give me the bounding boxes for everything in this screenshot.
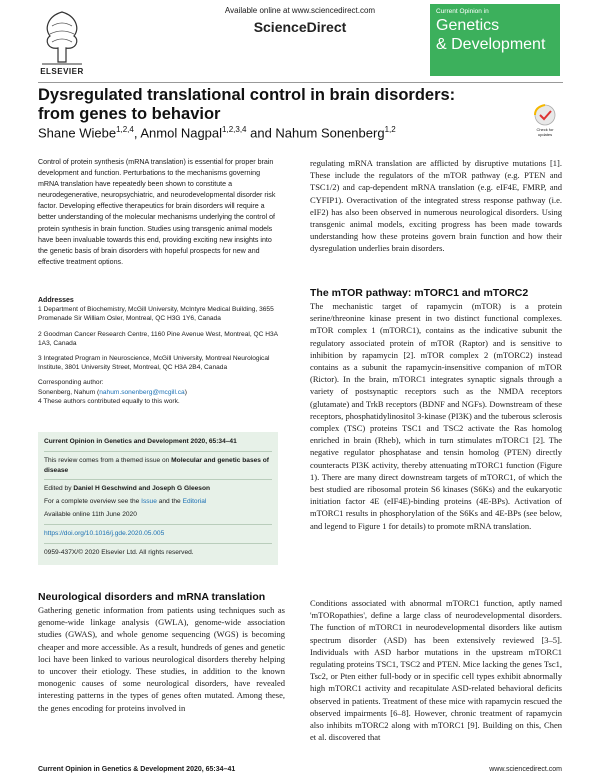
info-divider [44,524,272,525]
author-separator: and [246,125,276,141]
footer-journal-ref: Current Opinion in Genetics & Development 2020, 65:34–41 [38,766,236,773]
themed-issue: This review comes from a themed issue on Molecular and genetic bases of disease [44,456,270,474]
info-divider [44,479,272,480]
info-divider [44,543,272,544]
check-for-updates-label: Check for updates [536,127,554,137]
section-heading: The mTOR pathway: mTORC1 and mTORC2 [310,287,529,299]
body-paragraph: Gathering genetic information from patients using techniques such as genome-wide linkage analysis (GWLA), genome-wide association studies (GWAS), and whole genome sequencing (WGS) is becoming cheaper and more accessible. As a result, hundreds of genes and genetic loci have been linked to various neurological disorders thereby helping to uncover their etiology. These studies, in addition to the known monogenic causes of some neurological disorders, have revealed interesting patterns in the types of genes often mutated. Among these, the genes encoding for proteins involved in [38,605,285,713]
addresses-heading: Addresses [38,297,74,304]
header-divider [38,82,563,83]
corresponding-author: Sonenberg, Nahum (nahum.sonenberg@mcgill.ca) [38,388,187,396]
author-name: Anmol Nagpal [140,125,223,141]
footer-website[interactable]: www.sciencedirect.com [489,766,562,773]
author-list [38,125,478,140]
section-heading: Neurological disorders and mRNA translation [38,591,266,603]
author-separator: , [133,125,141,141]
doi-link[interactable]: https://doi.org/10.1016/j.gde.2020.05.005 [44,529,165,537]
equal-contribution-note: 4 These authors contributed equally to this work. [38,397,180,405]
affiliation-item: 2 Goodman Cancer Research Centre, 1160 Pine Avenue West, Montreal, QC H3A 1A3, Canada [38,330,278,347]
journal-reference: Current Opinion in Genetics and Development 2020, 65:34–41 [44,438,237,445]
journal-title-line2: & Development [436,36,546,53]
available-online-text: Available online at www.sciencedirect.com [224,6,376,15]
sciencedirect-title[interactable]: ScienceDirect [253,19,347,35]
issue-link[interactable]: Issue [141,498,157,506]
body-paragraph: regulating mRNA translation are afflicted by disruptive mutations [1]. These include the regulators of the mTOR pathway (e.g. PTEN and TSC1/2) and cap-dependent mRNA translation (e.g. eIF4E, FMRP, and CYFIP1). Overactivation of the integrated stress response pathway (i.e. eIF2) has also been observed in numerous neurological disorders. Using transgenic animal models, exciting progress has been made towards understanding how these proteins govern brain function and how their dysregulation underlies brain disorders. [310,158,562,254]
affiliation-item: 1 Department of Biochemistry, McGill University, McIntyre Medical Building, 3655 Promenade Sir William Osler, Montreal, QC H3G 1Y6, Canada [38,306,274,323]
author-affiliation: 1,2,4 [116,125,134,134]
corresponding-label: Corresponding author: [38,379,104,387]
body-paragraph: The mechanistic target of rapamycin (mTOR) is a protein serine/threonine kinase present in two distinct functional complexes. mTOR complex 1 (mTORC1), contains as the indicative subunit the regulatory associated protein of mTOR (Raptor) and is sensitive to inhibition by rapamycin [2]. mTOR complex 2 (mTORC2) instead contains as a subunit the rapamycin-insensitive companion of mTOR (Rictor). In the brain, mTORC1 integrates synaptic signals through a variety of postsynaptic receptors such as the NMDA receptors (glutamate) and TrkB receptors (BDNF and NGFs). Downstream of these receptors, phosphatidylinositol 3-kinase (PI3K) and the tuberous sclerosis complex (TSC) proteins TSC1 and TSC2 activate the Ras homolog enriched in brain (Rheb), which in turn stimulates mTORC1 [2]. The negative regulator phosphatase and tensin homolog (PTEN) directly counteracts PI3K activity, thereby attenuating mTORC1 function (Figure 1). There are many direct downstream targets of mTORC1, of which the best studied are ribosomal protein S6 kinases (S6Ks) and the eukaryotic initiation factor 4E (eIF4E)-binding proteins (4E-BPs). Activation of mTORC1 results in phosphorylation of the S6Ks and 4E-BPs (see below, and legend to Figure 1 for details) to promote mRNA translation. [310,301,562,531]
info-divider [44,451,272,452]
elsevier-tree-logo [38,6,86,72]
body-paragraph: Conditions associated with abnormal mTORC1 function, aptly named 'mTORopathies', define a large class of neurodevelopmental disorders. The function of mTORC1 in neurodevelopmental disorders like autism spectrum disorder (ASD) has been extensively reviewed [3–5]. Individuals with ASD harbor mutations in the upstream mTORC1 regulating proteins TSC1, TSC2 and PTEN. Mice lacking the genes Tsc1, Tsc2, or Pten either full-body or in specific cell types exhibit abnormally high mTORC1 activity and recapitulate ASD-related behavioral deficits observed in patients. Treatment of these mice with rapamycin rescued the observed impairments [6–8]. However, chronic treatment of rapamycin also inhibits mTORC2 along with mTORC1 [9]. Building on this, Chen et al. discovered that [310,598,562,743]
author-name: Shane Wiebe [38,125,117,141]
article-title: Dysregulated translational control in brain disorders: from genes to behavior [38,86,456,123]
abstract: Control of protein synthesis (mRNA translation) is essential for proper brain development and function. Perturbations to the mechanisms governing mRNA translation have repeatedly been shown to constitute a neurodegenerative, neuropsychiatric, and neurodevelopmental disorder risk factor. Developing effective therapeutics for brain disorders will require a better understanding of the molecular mechanisms underlying the control of protein synthesis in brain function. Studies using transgenic animal models have been invaluable towards this end, providing exciting new insights into the genetic basis of brain disorders with hopeful prospects for new and effective treatment options. [38,158,276,266]
edited-by: Edited by Daniel H Geschwind and Joseph G Gleeson [44,485,210,493]
publisher-name: ELSEVIER [40,67,84,76]
journal-small-title: Current Opinion in [436,8,489,15]
author-name: Nahum Sonenberg [275,125,385,141]
affiliation-item: 3 Integrated Program in Neuroscience, McGill University, Montreal Neurological Institute, 3801 University Street, Montreal, QC H3A 2B4, Canada [38,355,270,372]
affiliations [38,296,278,406]
author-affiliation: 1,2 [384,125,396,134]
journal-cover[interactable] [430,4,560,76]
journal-title-line1: Genetics [436,17,500,34]
copyright: 0959-437X/© 2020 Elsevier Ltd. All rights reserved. [44,548,194,556]
available-date: Available online 11th June 2020 [44,510,137,518]
editorial-link[interactable]: Editorial [182,498,207,506]
author-affiliation: 1,2,3,4 [222,125,247,134]
overview-links: For a complete overview see the Issue and the Editorial [44,498,207,506]
article-info-box [38,432,278,565]
check-for-updates-badge[interactable] [530,103,560,137]
email-link[interactable]: nahum.sonenberg@mcgill.ca [99,388,185,396]
